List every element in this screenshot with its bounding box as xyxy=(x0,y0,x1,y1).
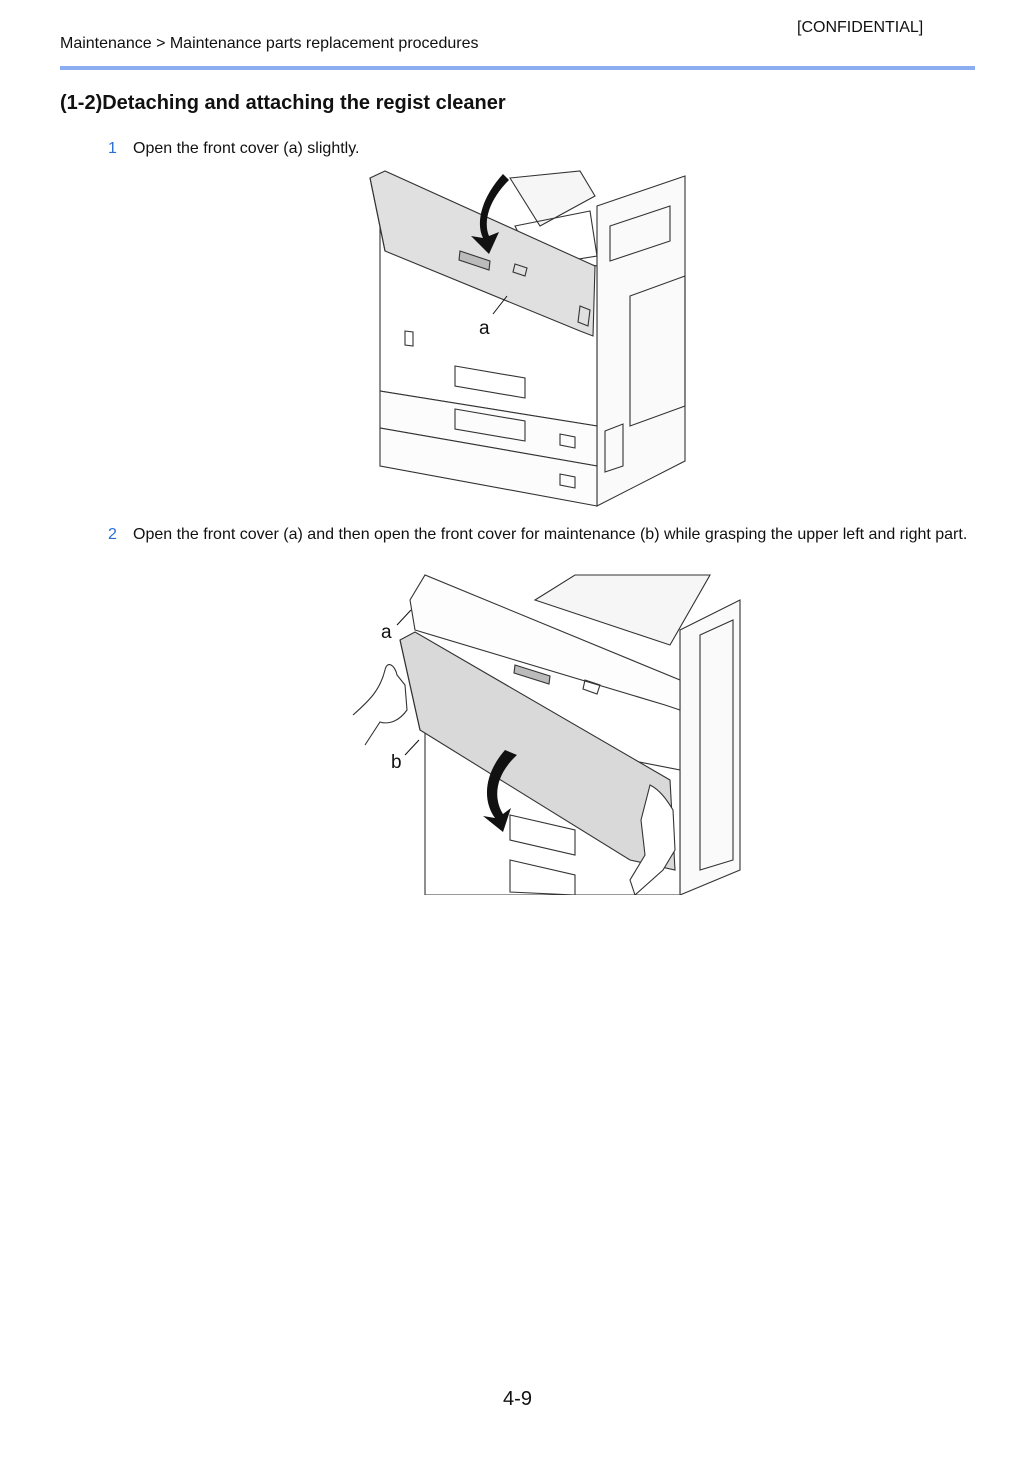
figure-2-maintenance-cover xyxy=(345,570,745,895)
page-number: 4-9 xyxy=(503,1388,532,1410)
callout-a: a xyxy=(479,318,490,339)
step-number: 2 xyxy=(108,526,117,543)
confidential-label: [CONFIDENTIAL] xyxy=(797,19,924,36)
breadcrumb: Maintenance > Maintenance parts replacement procedures xyxy=(60,35,479,52)
callout-b: b xyxy=(391,752,402,773)
section-title: (1-2)Detaching and attaching the regist cleaner xyxy=(60,92,506,114)
callout-a: a xyxy=(381,622,392,643)
step-text: Open the front cover (a) slightly. xyxy=(133,140,360,157)
step-number: 1 xyxy=(108,140,117,157)
figure-1-printer-front-cover xyxy=(365,166,690,511)
header-rule xyxy=(60,66,975,70)
step-text: Open the front cover (a) and then open the front cover for maintenance (b) while grasping the upper left and right part. xyxy=(133,526,968,543)
